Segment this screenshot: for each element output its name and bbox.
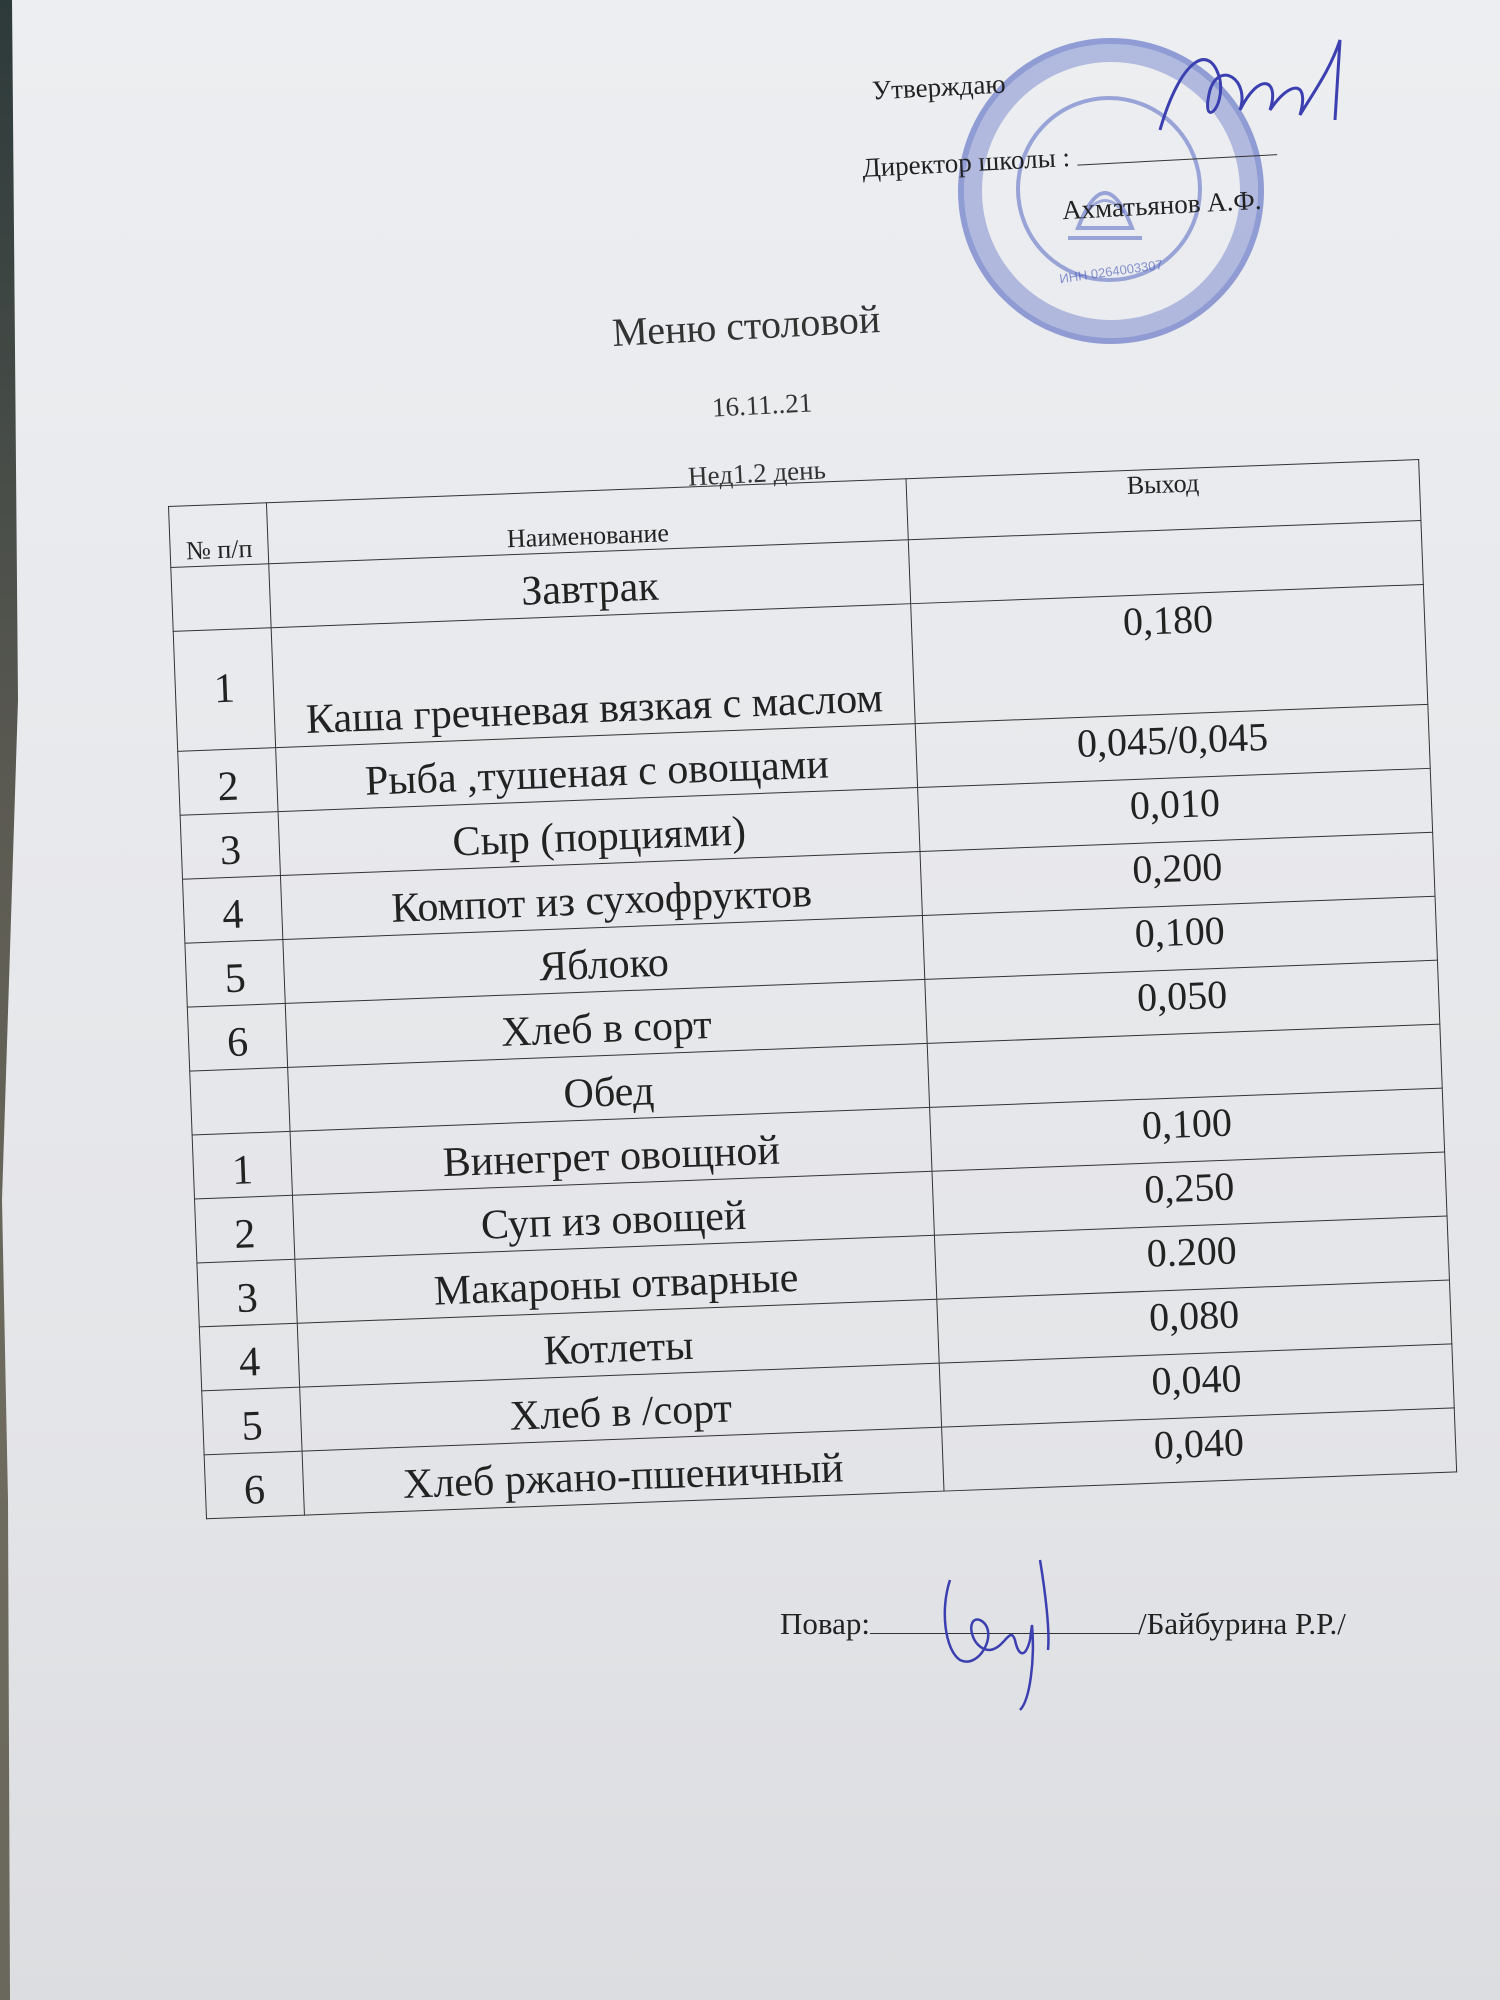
approve-label: Утверждаю	[871, 68, 1007, 106]
cook-signature	[920, 1530, 1080, 1720]
row-number: 4	[199, 1323, 299, 1391]
row-number: 1	[192, 1131, 292, 1199]
dish-output: 0,200	[920, 832, 1435, 915]
row-number: 5	[202, 1387, 302, 1455]
cook-label: Повар:	[780, 1606, 870, 1641]
director-name: Ахматьянов А.Ф.	[1061, 184, 1263, 226]
dish-name: Хлеб ржано-пшеничный	[302, 1427, 944, 1515]
dish-name: Винегрет овощной	[290, 1107, 932, 1195]
cook-name: /Байбурина Р.Р./	[1138, 1606, 1346, 1641]
column-header-output: Выход	[906, 460, 1421, 540]
dish-output: 0,040	[942, 1408, 1457, 1491]
row-number: 5	[185, 939, 285, 1007]
section-title-lunch: Обед	[288, 1043, 930, 1131]
table-cell	[190, 1067, 290, 1135]
dish-output: 0,180	[911, 584, 1428, 723]
row-number: 3	[197, 1259, 297, 1327]
dish-name: Каша гречневая вязкая с маслом	[271, 604, 915, 748]
dish-name: Яблоко	[283, 915, 925, 1003]
table-cell	[171, 564, 271, 632]
dish-output: 0,050	[925, 960, 1440, 1043]
row-number: 6	[204, 1451, 304, 1519]
dish-name: Котлеты	[297, 1299, 939, 1387]
dish-name: Макароны отварные	[295, 1235, 937, 1323]
dish-output: 0,040	[939, 1344, 1454, 1427]
dish-output: 0,045/0,045	[915, 704, 1430, 787]
director-text: Директор школы	[861, 142, 1057, 183]
column-header-number: № п/п	[169, 503, 269, 568]
page-title: Меню столовой	[611, 296, 882, 355]
dish-name: Сыр (порциями)	[278, 788, 920, 876]
dish-output: 0,100	[930, 1088, 1445, 1171]
dish-output: 0.200	[934, 1216, 1449, 1299]
dish-name: Хлеб в /сорт	[300, 1363, 942, 1451]
row-number: 6	[187, 1003, 287, 1071]
dish-output: 0,080	[937, 1280, 1452, 1363]
menu-date: 16.11..21	[711, 387, 813, 423]
row-number: 2	[195, 1195, 295, 1263]
dish-name: Суп из овощей	[292, 1171, 934, 1259]
director-signature	[1140, 20, 1360, 160]
dish-name: Рыба ,тушеная с овощами	[276, 724, 918, 812]
column-header-name: Наименование	[266, 479, 908, 564]
director-colon: :	[1054, 141, 1071, 173]
dish-name: Компот из сухофруктов	[280, 852, 922, 940]
row-number: 2	[178, 748, 278, 816]
dish-output: 0,010	[918, 768, 1433, 851]
dish-output: 0,100	[922, 896, 1437, 979]
section-title-breakfast: Завтрак	[269, 540, 911, 628]
row-number: 3	[180, 812, 280, 880]
menu-week-day: Нед1.2 день	[687, 454, 827, 492]
dish-output: 0,250	[932, 1152, 1447, 1235]
menu-table	[168, 459, 1457, 1519]
stamp-inn-text: ИНН 0264003307	[1058, 256, 1164, 287]
row-number: 1	[173, 628, 275, 752]
menu-table-wrap	[168, 459, 1458, 1545]
row-number: 4	[183, 876, 283, 944]
dish-name: Хлеб в сорт	[285, 979, 927, 1067]
